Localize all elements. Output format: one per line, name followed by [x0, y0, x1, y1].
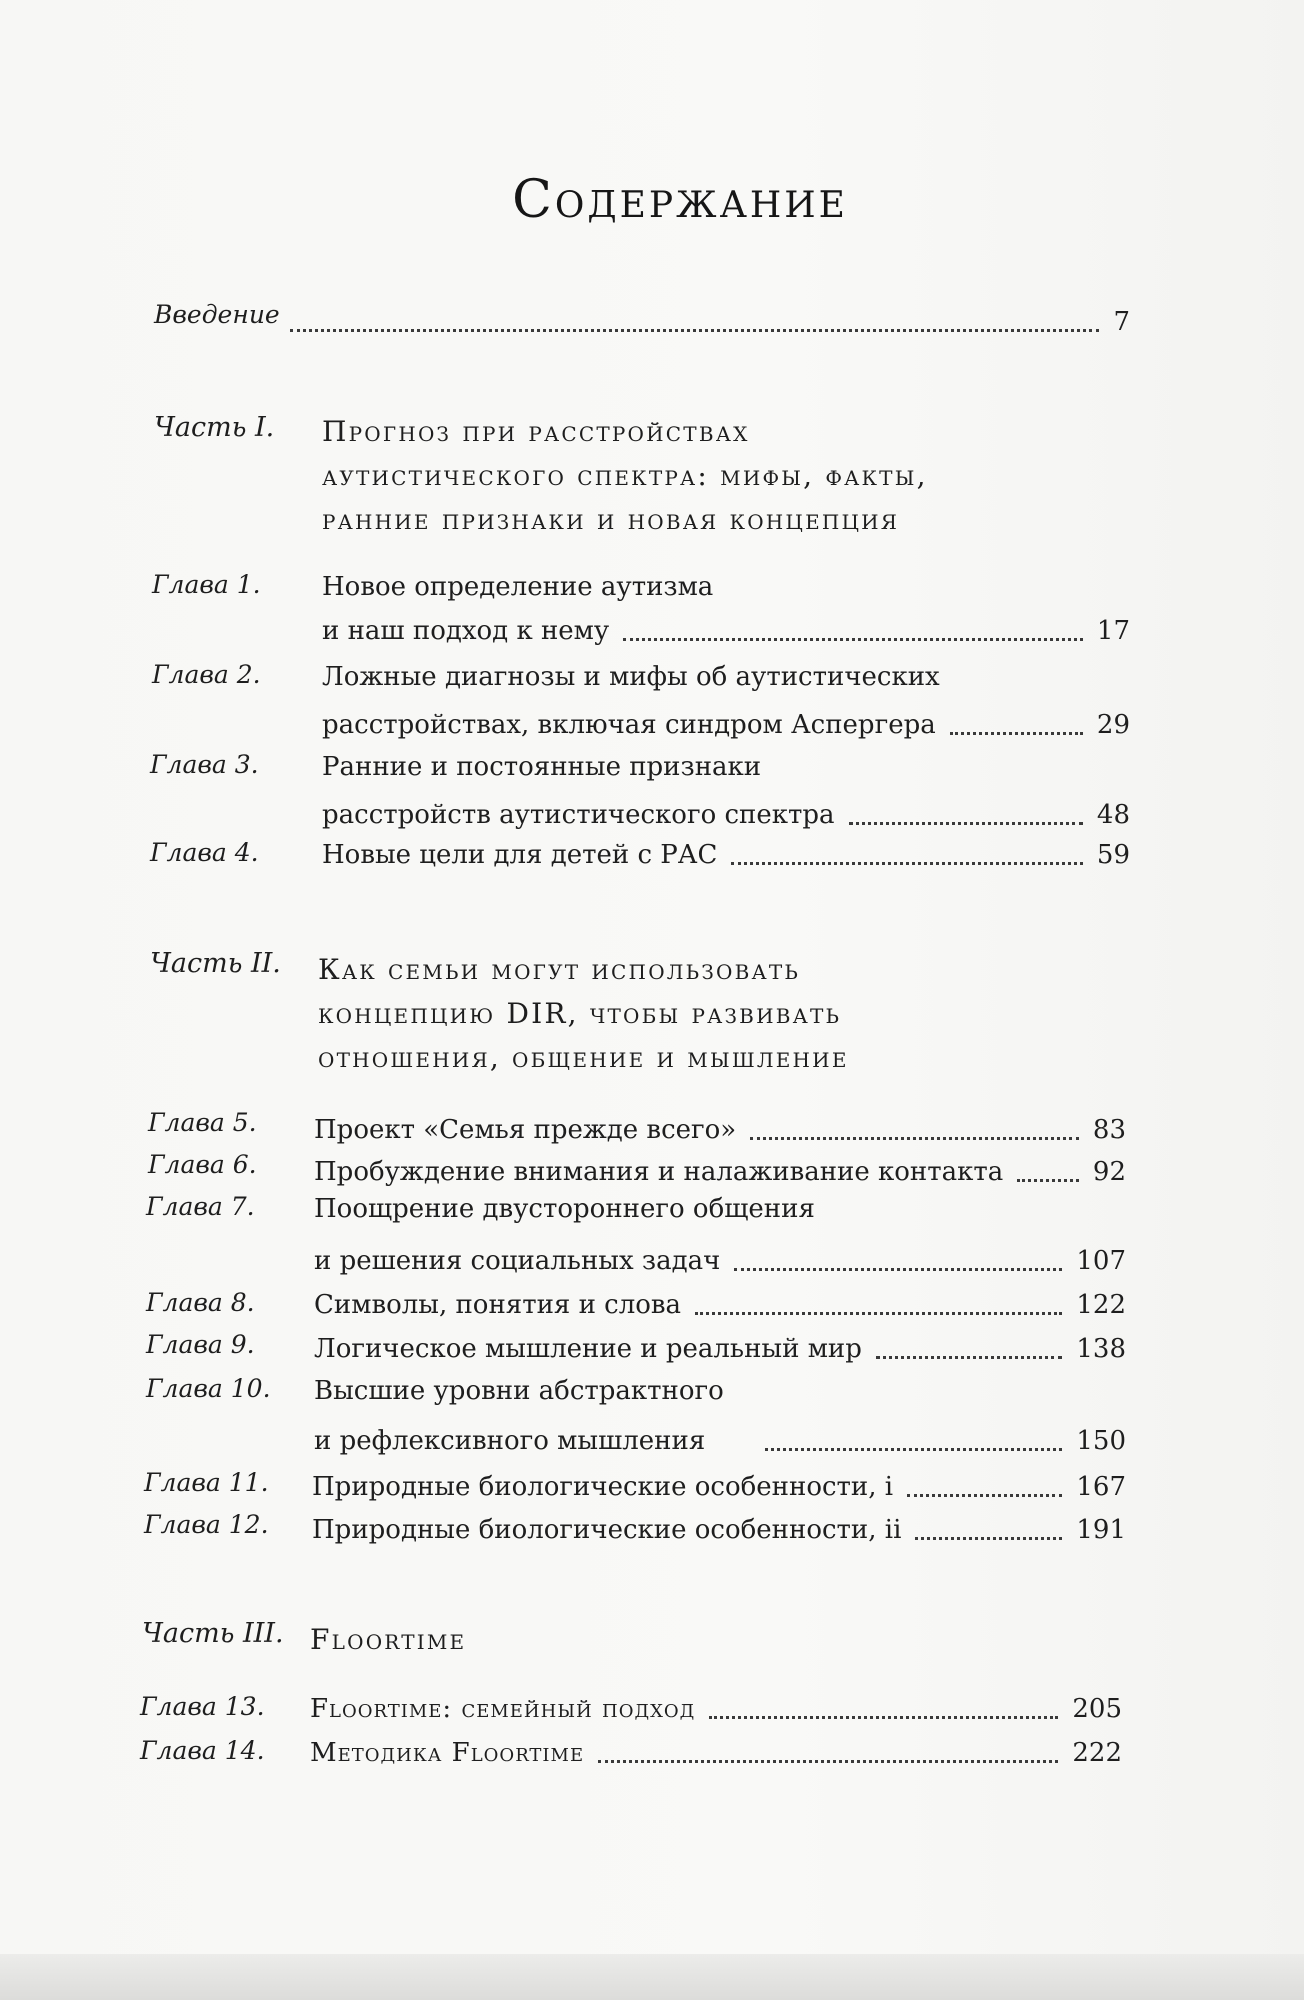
chapter-entry	[322, 706, 1130, 745]
leader-dots	[598, 1760, 1058, 1763]
leader-dots	[623, 638, 1083, 641]
part-label: Часть II.	[150, 948, 281, 979]
chapter-entry	[314, 1422, 1126, 1461]
chapter-entry	[310, 1690, 1122, 1729]
page-number: 29	[1096, 710, 1130, 740]
chapter-title: Методика Floortime	[310, 1738, 585, 1768]
leader-dots	[750, 1137, 1079, 1140]
chapter-label: Глава 8.	[146, 1288, 255, 1317]
chapter-entry	[322, 796, 1130, 835]
chapter-label: Глава 3.	[150, 750, 259, 779]
leader-dots	[849, 822, 1083, 825]
leader-dots	[290, 329, 1099, 332]
page-number: 222	[1072, 1738, 1122, 1768]
chapter-title: Проект «Семья прежде всего»	[314, 1115, 737, 1145]
page-number: 7	[1113, 307, 1130, 337]
chapter-entry	[312, 1511, 1126, 1550]
page-number: 92	[1092, 1157, 1126, 1187]
leader-dots	[876, 1356, 1062, 1359]
part-title-line: ранние признаки и новая концепция	[322, 503, 900, 536]
chapter-entry	[322, 836, 1130, 875]
part-title-line: Прогноз при расстройствах	[322, 415, 750, 448]
part-label: Часть I.	[154, 412, 275, 443]
chapter-title: Пробуждение внимания и налаживание контакта	[314, 1157, 1004, 1187]
chapter-entry	[322, 612, 1130, 651]
page-number: 107	[1076, 1246, 1126, 1276]
leader-dots	[709, 1716, 1058, 1719]
chapter-entry	[314, 1153, 1126, 1192]
leader-dots	[1017, 1179, 1079, 1182]
chapter-label: Глава 5.	[148, 1108, 257, 1137]
intro-label: Введение	[154, 300, 280, 329]
page-number: 17	[1096, 616, 1130, 646]
chapter-label: Глава 12.	[144, 1510, 269, 1539]
part-title-line: отношения, общение и мышление	[318, 1041, 849, 1074]
chapter-label: Глава 9.	[146, 1330, 255, 1359]
chapter-title: Логическое мышление и реальный мир	[314, 1334, 862, 1364]
chapter-label: Глава 2.	[152, 660, 261, 689]
part-label: Часть III.	[142, 1618, 284, 1649]
page-number: 122	[1076, 1290, 1126, 1320]
intro-entry	[290, 303, 1130, 342]
page-title: Содержание	[512, 170, 848, 230]
chapter-entry	[310, 1734, 1122, 1773]
chapter-title: и рефлексивного мышления	[314, 1426, 706, 1456]
chapter-title: Высшие уровни абстрактного	[314, 1376, 724, 1406]
chapter-label: Глава 6.	[148, 1150, 257, 1179]
part-title-line: аутистического спектра: мифы, факты,	[322, 459, 928, 492]
chapter-title: и наш подход к нему	[322, 616, 610, 646]
leader-dots	[695, 1312, 1062, 1315]
chapter-title: Floortime: семейный подход	[310, 1694, 696, 1724]
page-number: 48	[1096, 800, 1130, 830]
chapter-entry	[314, 1330, 1126, 1369]
page-number: 59	[1096, 840, 1130, 870]
chapter-entry	[312, 1468, 1126, 1507]
page-number: 167	[1076, 1472, 1126, 1502]
chapter-label: Глава 13.	[140, 1692, 265, 1721]
page-number: 138	[1076, 1334, 1126, 1364]
part-title-line: Floortime	[310, 1623, 467, 1656]
chapter-label: Глава 11.	[144, 1468, 269, 1497]
page-number: 205	[1072, 1694, 1122, 1724]
chapter-title: и решения социальных задач	[314, 1246, 721, 1276]
chapter-label: Глава 14.	[140, 1736, 265, 1765]
chapter-title: расстройствах, включая синдром Аспергера	[322, 710, 936, 740]
chapter-title: Ложные диагнозы и мифы об аутистических	[322, 662, 940, 692]
chapter-entry	[314, 1242, 1126, 1281]
leader-dots	[765, 1448, 1062, 1451]
chapter-label: Глава 10.	[146, 1374, 271, 1403]
chapter-title: Новые цели для детей с РАС	[322, 840, 718, 870]
leader-dots	[731, 862, 1083, 865]
page-number: 150	[1076, 1426, 1126, 1456]
chapter-title: Природные биологические особенности, i	[312, 1472, 894, 1502]
chapter-label: Глава 4.	[150, 838, 259, 867]
page-edge-shadow	[0, 1954, 1304, 2000]
chapter-title: расстройств аутистического спектра	[322, 800, 835, 830]
chapter-entry	[314, 1286, 1126, 1325]
page-number: 191	[1076, 1515, 1126, 1545]
leader-dots	[915, 1537, 1062, 1540]
chapter-entry	[314, 1111, 1126, 1150]
leader-dots	[950, 732, 1083, 735]
part-title-line: концепцию DIR, чтобы развивать	[318, 997, 842, 1030]
leader-dots	[734, 1268, 1062, 1271]
chapter-title: Природные биологические особенности, ii	[312, 1515, 902, 1545]
chapter-label: Глава 1.	[152, 570, 261, 599]
page-number: 83	[1092, 1115, 1126, 1145]
chapter-title: Символы, понятия и слова	[314, 1290, 682, 1320]
chapter-title: Поощрение двустороннего общения	[314, 1194, 815, 1224]
part-title-line: Как семьи могут использовать	[318, 953, 801, 986]
chapter-title: Ранние и постоянные признаки	[322, 752, 762, 782]
chapter-title: Новое определение аутизма	[322, 572, 714, 602]
chapter-label: Глава 7.	[146, 1192, 255, 1221]
leader-dots	[907, 1494, 1062, 1497]
